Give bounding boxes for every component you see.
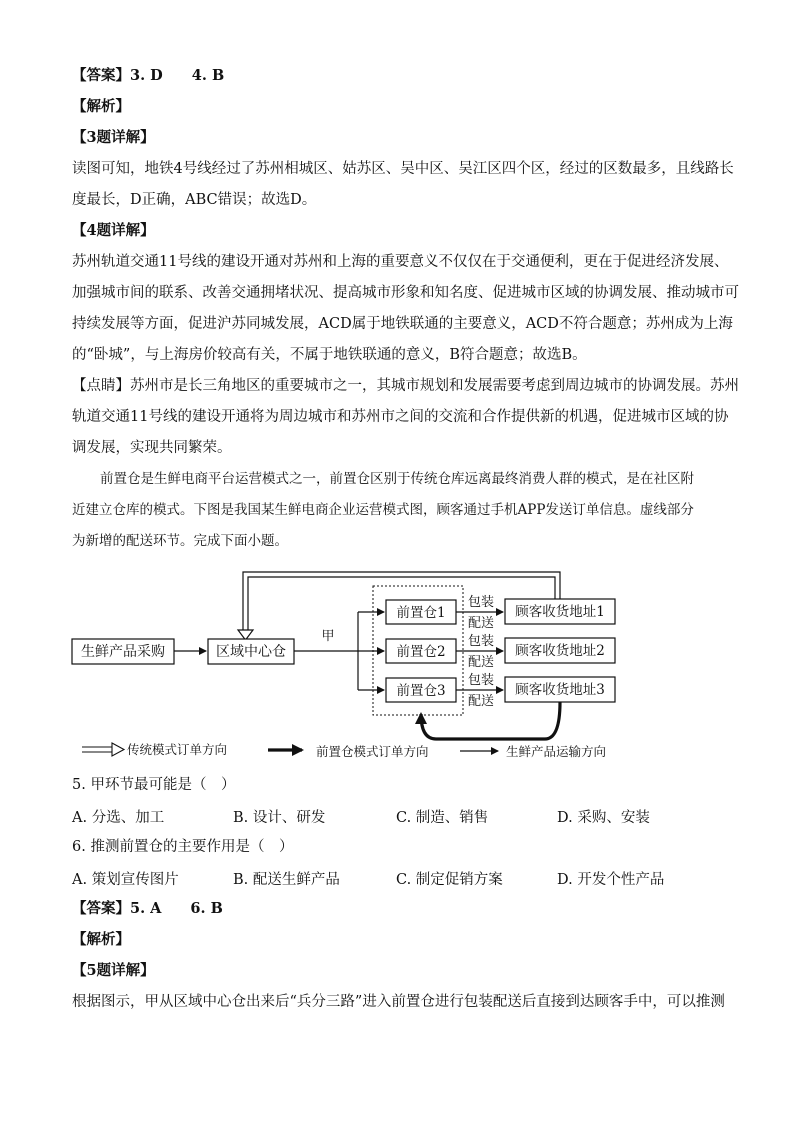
svg-text:前置仓模式订单方向: 前置仓模式订单方向 bbox=[316, 744, 429, 759]
pack-label-1: 包装 bbox=[467, 595, 495, 610]
pack-label-3: 包装 bbox=[467, 673, 495, 688]
intro-line-2: 近建立仓库的模式。下图是我国某生鲜电商企业运营模式图，顾客通过手机APP发送订单信息。虚线部分 bbox=[72, 502, 694, 518]
svg-text:生鲜产品运输方向: 生鲜产品运输方向 bbox=[506, 744, 607, 759]
svg-text:传统模式订单方向: 传统模式订单方向 bbox=[127, 742, 228, 757]
deliver-label-3: 配送 bbox=[467, 694, 495, 709]
tip-line-2: 轨道交通11号线的建设开通将为周边城市和苏州市之间的交流和合作提供新的机遇，促进城市区域的协 bbox=[72, 409, 729, 425]
q3-detail-title: 【3题详解】 bbox=[72, 129, 155, 146]
q4-text-line-3: 持续发展等方面，促进沪苏同城发展，ACD属于地铁联通的主要意义，ACD不符合题意；苏州成为上海 bbox=[72, 316, 733, 332]
q4-text-line-2: 加强城市间的联系、改善交通拥堵状况、提高城市形象和知名度、促进城市区域的协调发展、推动城市可 bbox=[72, 285, 739, 301]
q5-option-a: A. 分选、加工 bbox=[72, 810, 165, 826]
q4-text-line-4: 的“卧城”，与上海房价较高有关，不属于地铁联通的意义，B符合题意；故选B。 bbox=[72, 347, 587, 363]
customer-address-label-1: 顾客收货地址1 bbox=[515, 604, 605, 620]
tip-line-3: 调发展，实现共同繁荣。 bbox=[72, 440, 232, 456]
customer-address-label-2: 顾客收货地址2 bbox=[515, 643, 605, 659]
q3-text-line-2: 度最长，D正确，ABC错误；故选D。 bbox=[72, 192, 317, 208]
customer-address-label-3: 顾客收货地址3 bbox=[515, 682, 605, 698]
front-warehouse-label-1: 前置仓1 bbox=[396, 605, 446, 621]
q5-option-b: B. 设计、研发 bbox=[233, 810, 326, 826]
deliver-label-1: 配送 bbox=[467, 616, 495, 631]
q5-text-line-1: 根据图示，甲从区域中心仓出来后“兵分三路”进入前置仓进行包装配送后直接到达顾客手中，可以推测 bbox=[72, 994, 725, 1010]
q5-option-c: C. 制造、销售 bbox=[396, 810, 489, 826]
legend-traditional bbox=[82, 742, 227, 757]
center-warehouse-label: 区域中心仓 bbox=[216, 644, 286, 660]
answer-5-6: 【答案】5. A 6. B bbox=[72, 900, 223, 917]
q5-option-d: D. 采购、安装 bbox=[557, 810, 650, 826]
q6-option-b: B. 配送生鲜产品 bbox=[233, 872, 340, 888]
q5-stem: 5. 甲环节最可能是（ ） bbox=[72, 777, 236, 793]
front-warehouse-label-3: 前置仓3 bbox=[396, 683, 446, 699]
legend-transport bbox=[460, 744, 606, 759]
pack-label-2: 包装 bbox=[467, 634, 495, 649]
answer-3-4: 【答案】3. D 4. B bbox=[72, 67, 225, 84]
intro-line-1: 前置仓是生鲜电商平台运营模式之一，前置仓区别于传统仓库远离最终消费人群的模式，是在社区附 bbox=[100, 471, 694, 487]
jia-label: 甲 bbox=[321, 629, 335, 644]
purchase-label: 生鲜产品采购 bbox=[81, 644, 165, 660]
q6-option-c: C. 制定促销方案 bbox=[396, 872, 503, 888]
analysis-heading-1: 【解析】 bbox=[72, 98, 130, 115]
q4-text-line-1: 苏州轨道交通11号线的建设开通对苏州和上海的重要意义不仅仅在于交通便利，更在于促进经济发展、 bbox=[72, 254, 729, 270]
deliver-label-2: 配送 bbox=[467, 655, 495, 670]
q6-option-d: D. 开发个性产品 bbox=[557, 872, 665, 888]
legend-front-warehouse bbox=[268, 744, 429, 759]
tip-line-1: 【点睛】苏州市是长三角地区的重要城市之一，其城市规划和发展需要考虑到周边城市的协调发展。苏州 bbox=[72, 378, 739, 394]
front-warehouse-label-2: 前置仓2 bbox=[396, 644, 446, 660]
q6-stem: 6. 推测前置仓的主要作用是（ ） bbox=[72, 839, 294, 855]
analysis-heading-2: 【解析】 bbox=[72, 931, 130, 948]
operation-mode-diagram bbox=[0, 568, 794, 768]
q3-text-line-1: 读图可知，地铁4号线经过了苏州相城区、姑苏区、吴中区、吴江区四个区，经过的区数最多，且线路长 bbox=[72, 161, 734, 177]
q4-detail-title: 【4题详解】 bbox=[72, 222, 155, 239]
intro-line-3: 为新增的配送环节。完成下面小题。 bbox=[72, 533, 288, 549]
q5-detail-title: 【5题详解】 bbox=[72, 962, 155, 979]
q6-option-a: A. 策划宣传图片 bbox=[72, 872, 179, 888]
